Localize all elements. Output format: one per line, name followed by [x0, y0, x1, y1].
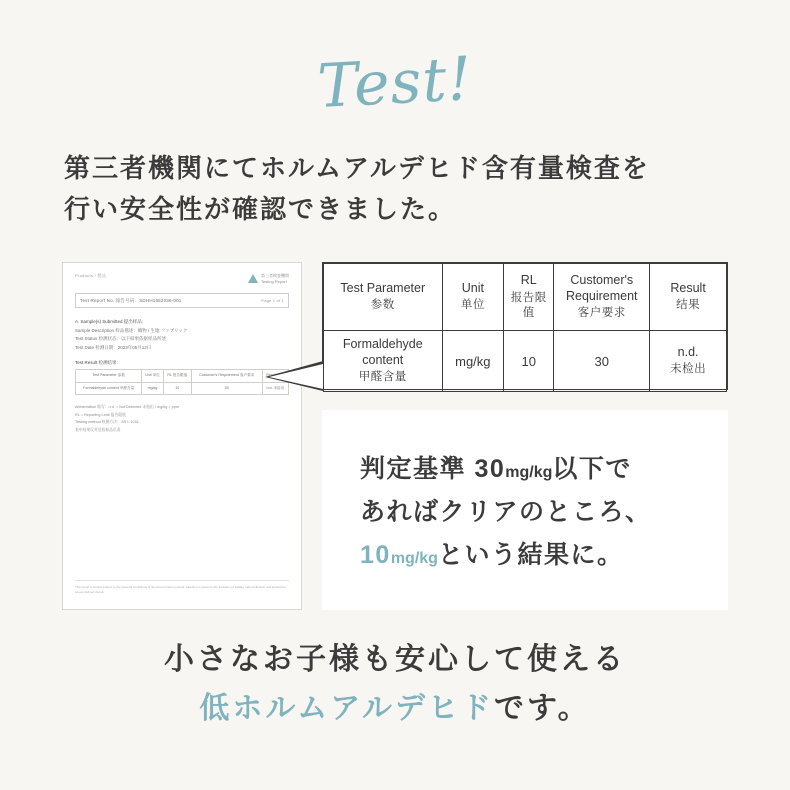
cert-th-result: Result 结果 [262, 370, 288, 382]
result-td-rl: 10 [504, 331, 554, 392]
triangle-icon [248, 274, 258, 283]
lead-line-1: 第三者機関にてホルムアルデヒド含有量検査を [64, 153, 650, 183]
cert-note-4: 表中结果仅对送检样品负责 [75, 427, 121, 432]
bottom-line-2-accent: 低ホルムアルデヒド [199, 691, 494, 725]
lab-logo [248, 273, 289, 284]
result-td-parameter [324, 331, 443, 392]
result-td-result [650, 331, 727, 392]
cert-header [63, 263, 301, 284]
result-th-parameter-jp: 参数 [370, 299, 395, 312]
bottom-line-2 [0, 685, 790, 734]
result-td-result-jp: 未检出 [670, 363, 707, 376]
result-th-rl [504, 264, 554, 331]
cert-note-3: Testing method 检测方法：JIS L 1041 [75, 420, 139, 425]
criteria-result-unit: mg/kg [390, 550, 438, 567]
result-td-parameter-en: Formaldehyde content [342, 336, 423, 367]
lab-logo-text [261, 273, 289, 284]
result-th-requirement-jp: 客户要求 [577, 307, 626, 320]
lab-logo-line-1: 第三者検査機関 [261, 273, 289, 278]
bottom-statement [0, 636, 790, 733]
test-report-document [62, 262, 302, 610]
cert-section-a-line-3: Test Date 检测日期：2023年05月12日 [75, 344, 152, 350]
result-th-result [650, 264, 727, 331]
lead-paragraph [64, 148, 744, 230]
cert-notes [75, 404, 289, 434]
cert-td-parameter: Formaldehyde content 甲醛含量 [76, 382, 142, 394]
result-td-parameter-jp: 甲醛含量 [358, 371, 407, 384]
callout-tail-fill [269, 364, 323, 389]
result-th-requirement-en: Customer's Requirement [565, 272, 638, 303]
page-title: Test! [315, 43, 475, 123]
criteria-line-3 [360, 534, 652, 577]
cert-section-a [75, 318, 289, 352]
cert-th-parameter: Test Parameter 参数 [76, 370, 142, 382]
criteria-line-1-b: 以下で [552, 455, 632, 483]
cert-results-table [75, 369, 289, 395]
bottom-line-2-rest: です。 [494, 691, 591, 725]
result-th-unit-en: Unit [461, 280, 484, 295]
result-th-unit-jp: 单位 [460, 299, 485, 312]
cert-table-header-row [76, 370, 289, 382]
cert-table-row [76, 382, 289, 394]
cert-th-unit: Unit 单位 [142, 370, 164, 382]
result-th-rl-en: RL [520, 273, 537, 288]
cert-note-1: Abbreviation 缩写：n.d. = Not Detected 未检出 / mg/kg = ppm [75, 405, 180, 410]
criteria-panel [322, 410, 728, 610]
cert-footer: This report is issued subject to the General Conditions of Services printed overleaf. Attention is drawn to the limitation of liability, indemnification and jurisdiction issues defined therein. [75, 580, 289, 595]
criteria-line-3-b: という結果に。 [437, 541, 624, 569]
criteria-result-value: 10 [360, 541, 391, 569]
cert-td-requirement: 30 [191, 382, 262, 394]
cert-th-rl: RL 报告限值 [163, 370, 191, 382]
cert-td-result: n.d. 未检出 [262, 382, 288, 394]
criteria-line-1-a: 判定基準 30 [360, 455, 506, 483]
cert-td-unit: mg/kg [142, 382, 164, 394]
criteria-line-2: あればクリアのところ、 [360, 498, 652, 526]
result-th-parameter-en: Test Parameter [340, 280, 426, 295]
cert-header-left: Products / 製品 [75, 273, 107, 278]
cert-section-a-title: A. Sample(s) Submitted 提出样品： [75, 319, 147, 325]
cert-report-number: Test Report No. 報告号码：SDHH1652036-001 [80, 297, 182, 303]
cert-section-a-line-1: Sample Description 样品描述：織物 / 生地 ファブリック [75, 327, 188, 333]
cert-td-rl: 10 [163, 382, 191, 394]
result-table-header-row [324, 264, 727, 331]
cert-report-number-bar [75, 293, 289, 308]
cert-page-number: Page 1 of 1 [261, 298, 284, 304]
result-th-result-jp: 结果 [676, 299, 701, 312]
criteria-line-1 [360, 448, 652, 491]
result-table-row [324, 331, 727, 392]
criteria-text [360, 448, 652, 577]
cert-note-2: RL = Reporting Limit 报告限值 [75, 412, 126, 417]
criteria-line-1-unit: mg/kg [505, 464, 553, 481]
result-td-unit: mg/kg [442, 331, 504, 392]
cert-results-title: Test Result 检测结果： [75, 360, 122, 366]
lab-logo-line-2: Testing Report [261, 278, 287, 284]
result-th-parameter [324, 264, 443, 331]
cert-section-a-line-2: Test Status 检测状态：以下結果依据样品所述 [75, 336, 167, 342]
bottom-line-1: 小さなお子様も安心して使える [164, 643, 626, 676]
lead-line-2: 行い安全性が確認できました。 [64, 194, 457, 225]
result-table-callout [322, 262, 728, 390]
result-th-requirement [554, 264, 650, 331]
cert-th-requirement: Customer's Requirement 客户要求 [191, 370, 262, 382]
result-th-unit [442, 264, 504, 331]
result-th-result-en: Result [670, 280, 706, 295]
result-table [323, 263, 727, 392]
result-th-rl-jp: 报告限值 [510, 291, 547, 319]
result-td-result-en: n.d. [677, 344, 699, 359]
result-td-requirement: 30 [554, 331, 650, 392]
